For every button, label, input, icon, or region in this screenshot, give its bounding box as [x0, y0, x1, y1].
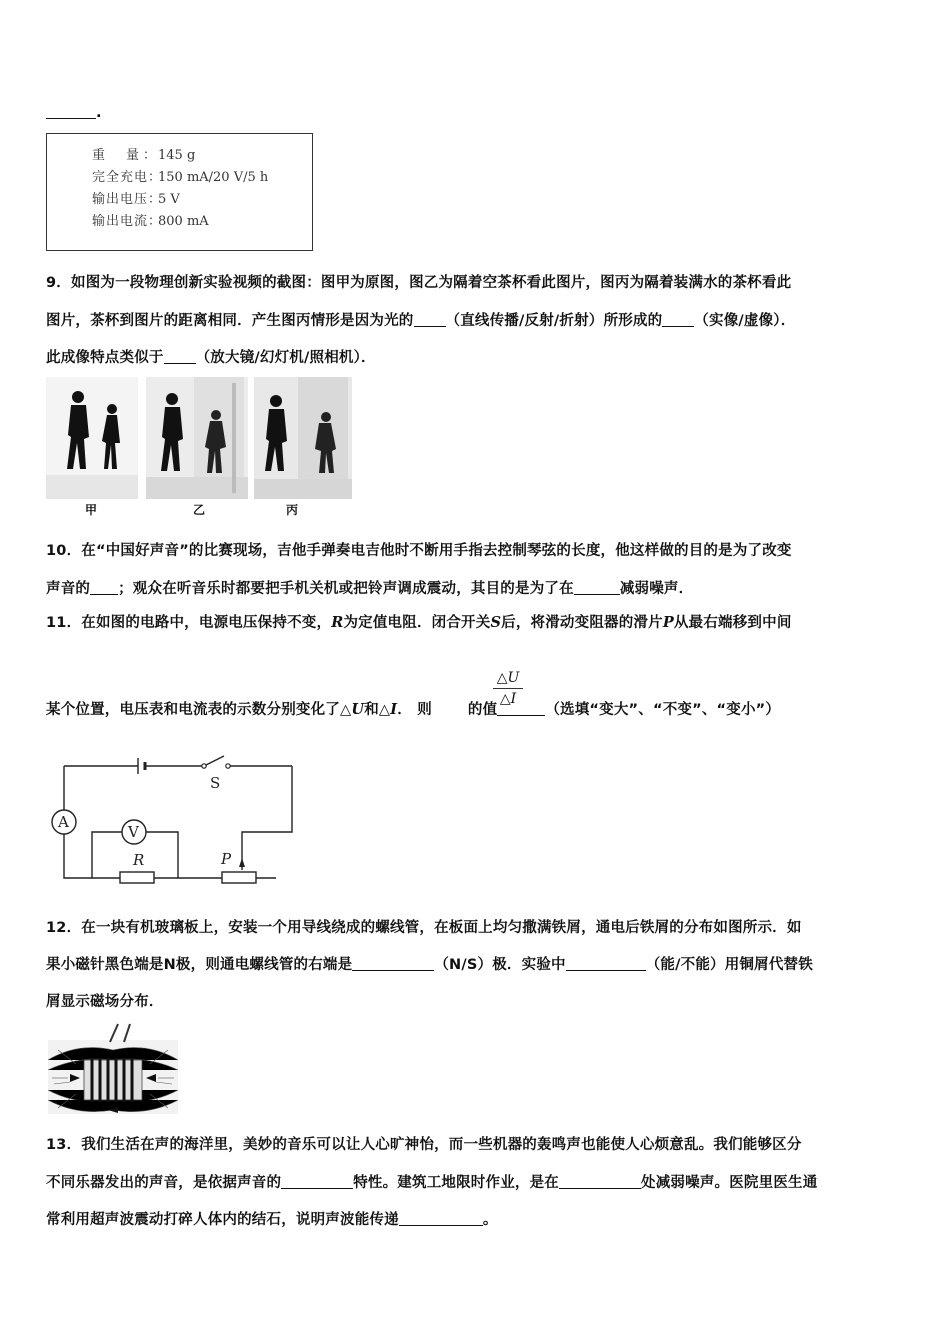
- answer-blank: [352, 956, 434, 971]
- answer-blank: [281, 1174, 353, 1189]
- q13-line2: 不同乐器发出的声音，是依据声音的 特性。建筑工地限时作业，是在 处减弱噪声。医院里医生通: [46, 1175, 818, 1191]
- q13-line3: 常利用超声波震动打碎人体内的结石，说明声波能传递 。: [46, 1212, 498, 1228]
- answer-blank: [559, 1174, 641, 1189]
- slider-arrow-icon: [239, 858, 245, 867]
- caption-bing: 丙: [286, 503, 299, 517]
- q13-line1: 13．我们生活在声的海洋里，美妙的音乐可以让人心旷神怡，而一些机器的轰鸣声也能使人心烦意乱。我们能够区分: [46, 1137, 802, 1153]
- q11-line2: 某个位置，电压表和电流表的示数分别变化了△U和△I． 则 的值 （选填“变大”、“不变”、“变小”）: [46, 701, 781, 718]
- spec-row-voltage: 输出电压：5 V: [92, 192, 180, 207]
- answer-blank: [497, 701, 545, 716]
- caption-jia: 甲: [85, 503, 98, 517]
- q9-line1: 9．如图为一段物理创新实验视频的截图：图甲为原图，图乙为隔着空茶杯看此图片，图丙为隔着装满水的茶杯看此: [46, 275, 792, 291]
- spec-row-weight: 重 量：145 g: [92, 148, 196, 163]
- q12-line2: 果小磁针黑色端是N极，则通电螺线管的右端是 （N/S）极．实验中 （能/不能）用铜屑代替铁: [46, 957, 813, 973]
- photo-empty-cup: [146, 377, 248, 499]
- q12-line1: 12．在一块有机玻璃板上，安装一个用导线绕成的螺线管，在板面上均匀撒满铁屑，通电后铁屑的分布如图所示．如: [46, 920, 802, 936]
- q12-line3: 屑显示磁场分布．: [46, 994, 164, 1010]
- answer-blank: [414, 312, 446, 327]
- answer-blank: [662, 312, 694, 327]
- answer-blank: [399, 1211, 483, 1226]
- answer-blank: [566, 956, 646, 971]
- slider-label: P: [221, 850, 232, 868]
- spec-row-charge: 完全充电：150 mA/20 V/5 h: [92, 170, 269, 185]
- switch-label: S: [210, 774, 221, 792]
- q10-line2: 声音的 ；观众在听音乐时都要把手机关机或把铃声调成震动，其目的是为了在 减弱噪声．: [46, 581, 694, 597]
- answer-blank: [90, 580, 118, 595]
- delta-fraction: $\frac{\triangle U}{\triangle I}$: [493, 670, 523, 707]
- circuit-diagram: [46, 754, 296, 886]
- caption-yi: 乙: [193, 503, 206, 517]
- q9-line2: 图片，茶杯到图片的距离相同．产生图丙情形是因为光的 （直线传播/反射/折射）所形成的 （实像/虚像）．: [46, 313, 796, 329]
- answer-blank: [574, 580, 620, 595]
- top-fragment: .: [46, 104, 102, 121]
- q11-line1: 11．在如图的电路中，电源电压保持不变，R为定值电阻．闭合开关S后，将滑动变阻器的滑片P从最右端移到中间: [46, 614, 792, 631]
- photo-water-cup: [254, 377, 352, 499]
- spec-row-current: 输出电流：800 mA: [92, 214, 209, 229]
- answer-blank: [46, 104, 96, 119]
- voltmeter-label: V: [128, 823, 139, 841]
- solenoid-image: [48, 1020, 178, 1114]
- resistor-label: R: [133, 851, 145, 869]
- q10-line1: 10．在“中国好声音”的比赛现场，吉他手弹奏电吉他时不断用手指去控制琴弦的长度，他这样做的目的是为了改变: [46, 543, 792, 559]
- answer-blank: [164, 349, 196, 364]
- ammeter-label: A: [58, 813, 69, 831]
- q9-line3: 此成像特点类似于 （放大镜/幻灯机/照相机）．: [46, 350, 376, 366]
- photo-original: [46, 377, 138, 499]
